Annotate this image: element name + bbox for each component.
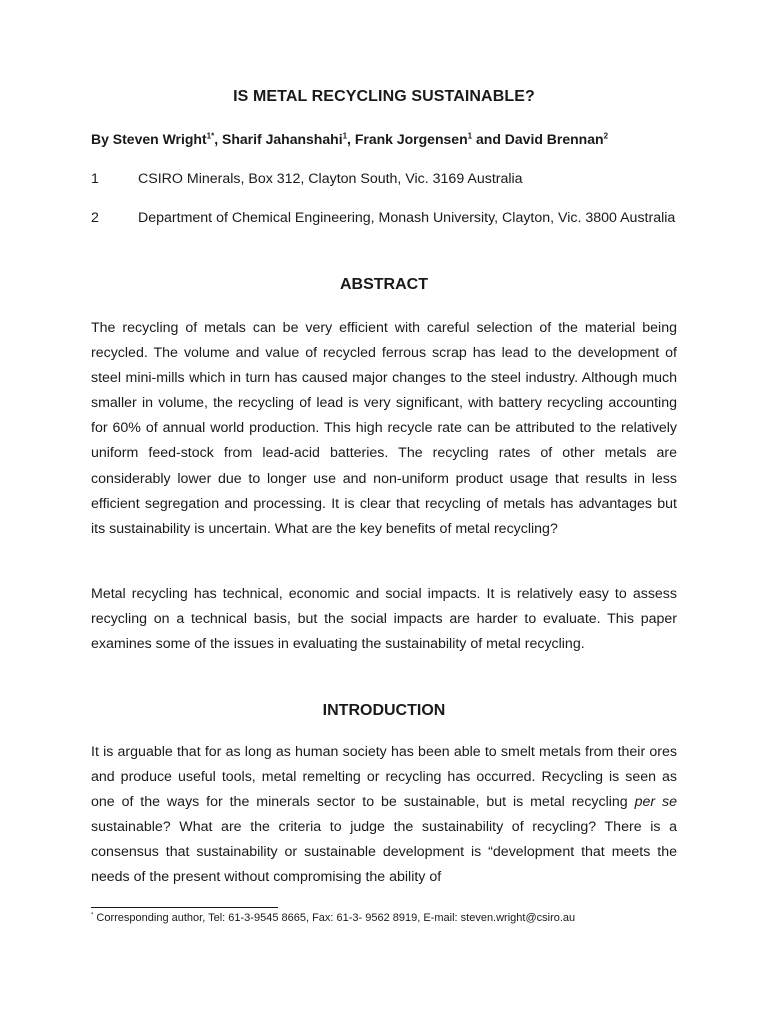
footnote	[91, 912, 677, 924]
author-line	[91, 131, 677, 147]
intro-text: It is arguable that for as long as human society has been able to smelt metals from their ores and produce useful tools, metal remelting or recycling has occurred. Recycling is seen as one of the ways for the minerals sector to be sustainable, but is metal recycling	[91, 744, 677, 811]
paper-title: IS METAL RECYCLING SUSTAINABLE?	[233, 88, 535, 105]
affiliation-number: 2	[91, 210, 99, 226]
author-name: By Steven Wright	[91, 131, 207, 147]
abstract-heading: ABSTRACT	[340, 276, 428, 293]
footnote-mark: *	[91, 912, 94, 919]
affiliation-number: 1	[91, 171, 99, 187]
author-affiliation-mark: 1*	[206, 131, 215, 141]
author-affiliation-mark: 1	[467, 131, 473, 141]
intro-text: sustainable? What are the criteria to judge the sustainability of recycling? There is a consensus that sustainability or sustainable development is “development that meets the needs of the present without compromising the ability of	[91, 819, 677, 886]
abstract-paragraph-1: The recycling of metals can be very efficient with careful selection of the material being recycled. The volume and value of recycled ferrous scrap has lead to the development of steel mini-mills which in turn has caused major changes to the steel industry. Although much smaller in volume, the recycling of lead is very significant, with battery recycling accounting for 60% of annual world production. This high recycle rate can be attributed to the relatively uniform feed-stock from lead-acid batteries. The recycling rates of other metals are considerably lower due to longer use and non-uniform product usage that results in less efficient segregation and processing. It is clear that recycling of metals has advantages but its sustainability is uncertain. What are the key benefits of metal recycling?	[91, 320, 677, 537]
affiliation-text: CSIRO Minerals, Box 312, Clayton South, Vic. 3169 Australia	[138, 171, 523, 187]
abstract-paragraph-2: Metal recycling has technical, economic and social impacts. It is relatively easy to assess recycling on a technical basis, but the social impacts are harder to evaluate. This paper examines some of the issues in evaluating the sustainability of metal recycling.	[91, 586, 677, 653]
author-affiliation-mark: 1	[342, 131, 348, 141]
author-name: , Sharif Jahanshahi	[214, 131, 343, 147]
footnote-text: Corresponding author, Tel: 61-3-9545 8665, Fax: 61-3- 9562 8919, E-mail: steven.wright@csiro.au	[93, 912, 576, 924]
author-name: and David Brennan	[472, 131, 604, 147]
author-name: , Frank Jorgensen	[347, 131, 468, 147]
introduction-heading: INTRODUCTION	[322, 702, 446, 719]
introduction-paragraph-1	[91, 740, 677, 891]
footnote-divider	[91, 907, 278, 908]
affiliation-text: Department of Chemical Engineering, Monash University, Clayton, Vic. 3800 Australia	[138, 210, 676, 226]
intro-italic-text: per se	[634, 794, 677, 811]
author-affiliation-mark: 2	[603, 131, 609, 141]
